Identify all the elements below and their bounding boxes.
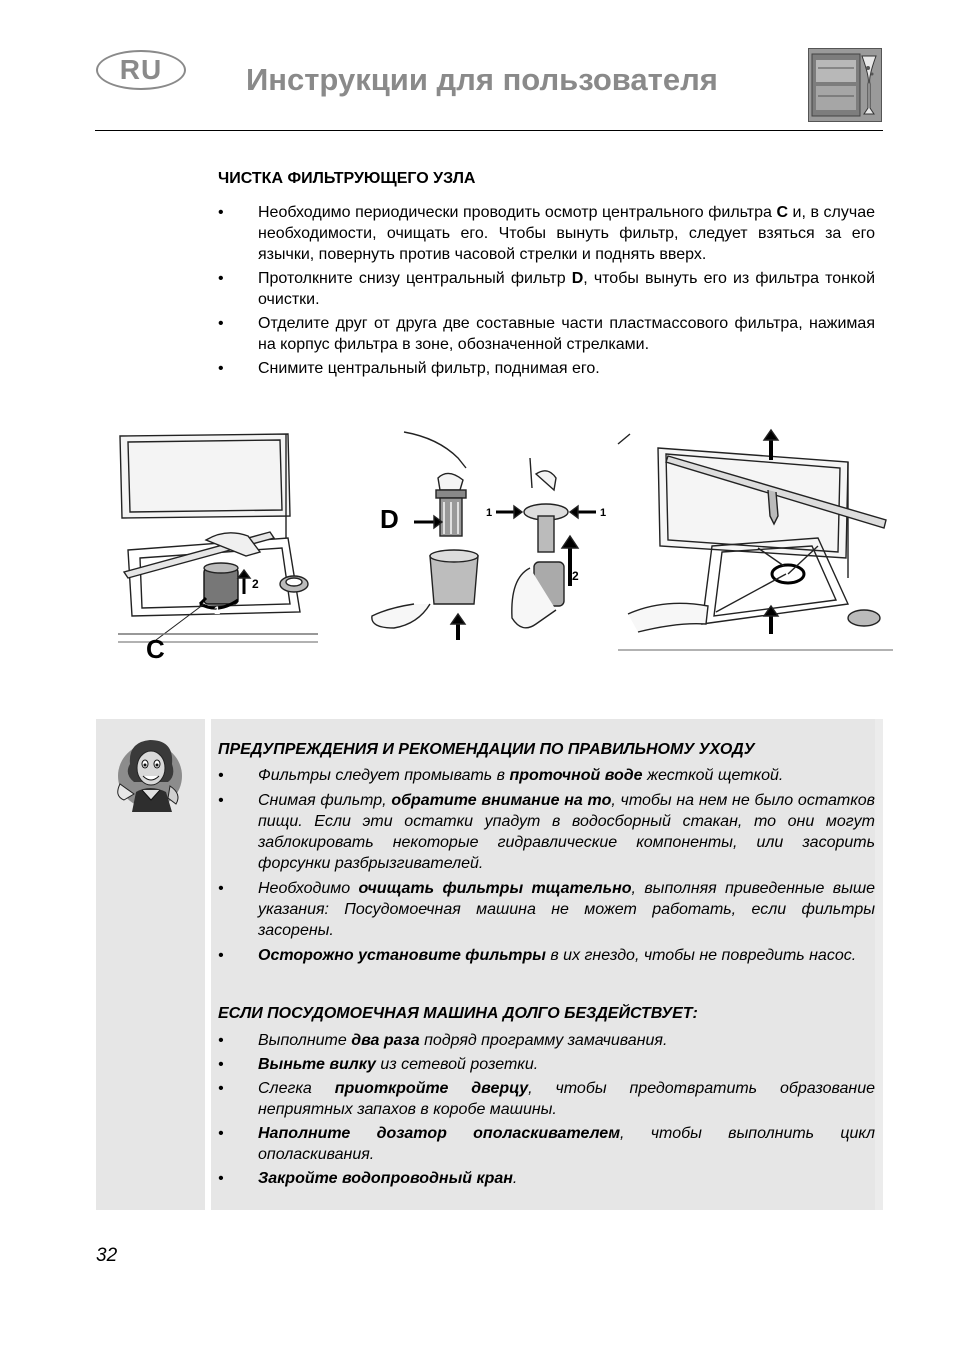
figure-arrow-left-1-label: 1 bbox=[486, 507, 493, 519]
section-title-long-idle: ЕСЛИ ПОСУДОМОЕЧНАЯ МАШИНА ДОЛГО БЕЗДЕЙСТВУЕТ: bbox=[218, 1005, 698, 1022]
emphasis-text: Наполните дозатор ополаскивателем bbox=[258, 1125, 621, 1142]
list-item-text: , чтобы предотвратить образование неприятных запахов в коробе машины. bbox=[258, 1080, 875, 1118]
language-badge bbox=[96, 50, 186, 90]
list-item bbox=[218, 1078, 875, 1120]
list-item bbox=[218, 202, 875, 265]
list-item-text: Снимите центральный фильтр, поднимая его. bbox=[258, 360, 600, 377]
list-item bbox=[218, 1168, 875, 1189]
emphasis-text: проточной воде bbox=[509, 767, 643, 784]
list-item bbox=[218, 878, 875, 941]
list-item-text: подряд программу замачивания. bbox=[419, 1032, 668, 1049]
figure-step-1-label: 1 bbox=[214, 605, 221, 617]
list-item-text: жесткой щеткой. bbox=[642, 767, 784, 784]
emphasis-text: два раза bbox=[351, 1032, 420, 1049]
emphasis-text: C bbox=[776, 204, 788, 221]
emphasis-text: Выньте вилку bbox=[258, 1056, 376, 1073]
list-item bbox=[218, 945, 875, 966]
mascot-woman-icon bbox=[110, 734, 190, 814]
list-item bbox=[218, 358, 875, 379]
emphasis-text: Закройте водопроводный кран bbox=[258, 1170, 513, 1187]
figure-label-c: C bbox=[146, 634, 165, 664]
list-item-text: Фильтры следует промывать в bbox=[258, 767, 510, 784]
list-item bbox=[218, 268, 875, 310]
emphasis-text: обратите внимание на то bbox=[391, 792, 612, 809]
header-divider bbox=[95, 130, 883, 131]
list-item-text: , выполняя приведенные выше указания: Посудомоечная машина не может работать, если фильтры засорены. bbox=[258, 880, 876, 939]
list-item bbox=[218, 1030, 875, 1051]
filter-removal-illustration bbox=[118, 428, 893, 668]
list-item-text: Необходимо периодически проводить осмотр центрального фильтра bbox=[258, 204, 777, 221]
list-item bbox=[218, 313, 875, 355]
list-item-text: Необходимо bbox=[258, 880, 359, 897]
filter-cleaning-list bbox=[218, 202, 875, 382]
list-item-text: Выполните bbox=[258, 1032, 352, 1049]
list-item-text: Слегка bbox=[258, 1080, 335, 1097]
list-item-text: из сетевой розетки. bbox=[375, 1056, 539, 1073]
list-item-text: Снимая фильтр, bbox=[258, 792, 392, 809]
list-item-text: Протолкните снизу центральный фильтр bbox=[258, 270, 572, 287]
figure-label-d: D bbox=[380, 504, 399, 534]
list-item-text: и, в случае необходимости, очищать его. Чтобы вынуть фильтр, следует взяться за его язычки, повернуть против часовой стрелки и поднять вверх. bbox=[258, 204, 876, 263]
emphasis-text: очищать фильтры тщательно bbox=[358, 880, 632, 897]
list-item bbox=[218, 1123, 875, 1165]
language-badge-label: RU bbox=[119, 54, 163, 85]
list-item bbox=[218, 1054, 875, 1075]
list-item bbox=[218, 790, 875, 874]
figure-arrow-right-1-label: 1 bbox=[600, 507, 607, 519]
care-warnings-list bbox=[218, 765, 875, 970]
emphasis-text: D bbox=[571, 270, 584, 287]
list-item-text: , чтобы на нем не было остатков пищи. Если эти остатки упадут в водосборный стакан, то они могут заблокировать некоторые гидравлические компоненты, или засорить форсунки разбрызгивателей. bbox=[258, 792, 876, 872]
section-title-care-warnings: ПРЕДУПРЕЖДЕНИЯ И РЕКОМЕНДАЦИИ ПО ПРАВИЛЬНОМУ УХОДУ bbox=[218, 741, 755, 758]
long-idle-list bbox=[218, 1030, 875, 1192]
list-item-text: , чтобы выполнить цикл ополаскивания. bbox=[258, 1125, 876, 1163]
page-number: 32 bbox=[96, 1245, 118, 1266]
care-box-divider bbox=[205, 719, 211, 1210]
list-item-text: . bbox=[512, 1170, 518, 1187]
list-item-text: , чтобы вынуть его из фильтра тонкой очистки. bbox=[258, 270, 876, 308]
figure-arrow-up-2-label: 2 bbox=[572, 569, 579, 583]
figure-step-2-label: 2 bbox=[252, 577, 259, 591]
emphasis-text: приоткройте дверцу bbox=[334, 1080, 529, 1097]
emphasis-text: Осторожно установите фильтры bbox=[258, 947, 546, 964]
list-item bbox=[218, 765, 875, 786]
section-title-filter-cleaning: ЧИСТКА ФИЛЬТРУЮЩЕГО УЗЛА bbox=[218, 170, 476, 187]
care-box-edge bbox=[875, 719, 883, 1210]
list-item-text: в их гнездо, чтобы не повредить насос. bbox=[545, 947, 857, 964]
dishwasher-with-glass-icon bbox=[808, 48, 882, 122]
list-item-text: Отделите друг от друга две составные части пластмассового фильтра, нажимая на корпус фильтра в зоне, обозначенной стрелками. bbox=[258, 315, 875, 353]
page-title: Инструкции для пользователя bbox=[246, 62, 718, 97]
